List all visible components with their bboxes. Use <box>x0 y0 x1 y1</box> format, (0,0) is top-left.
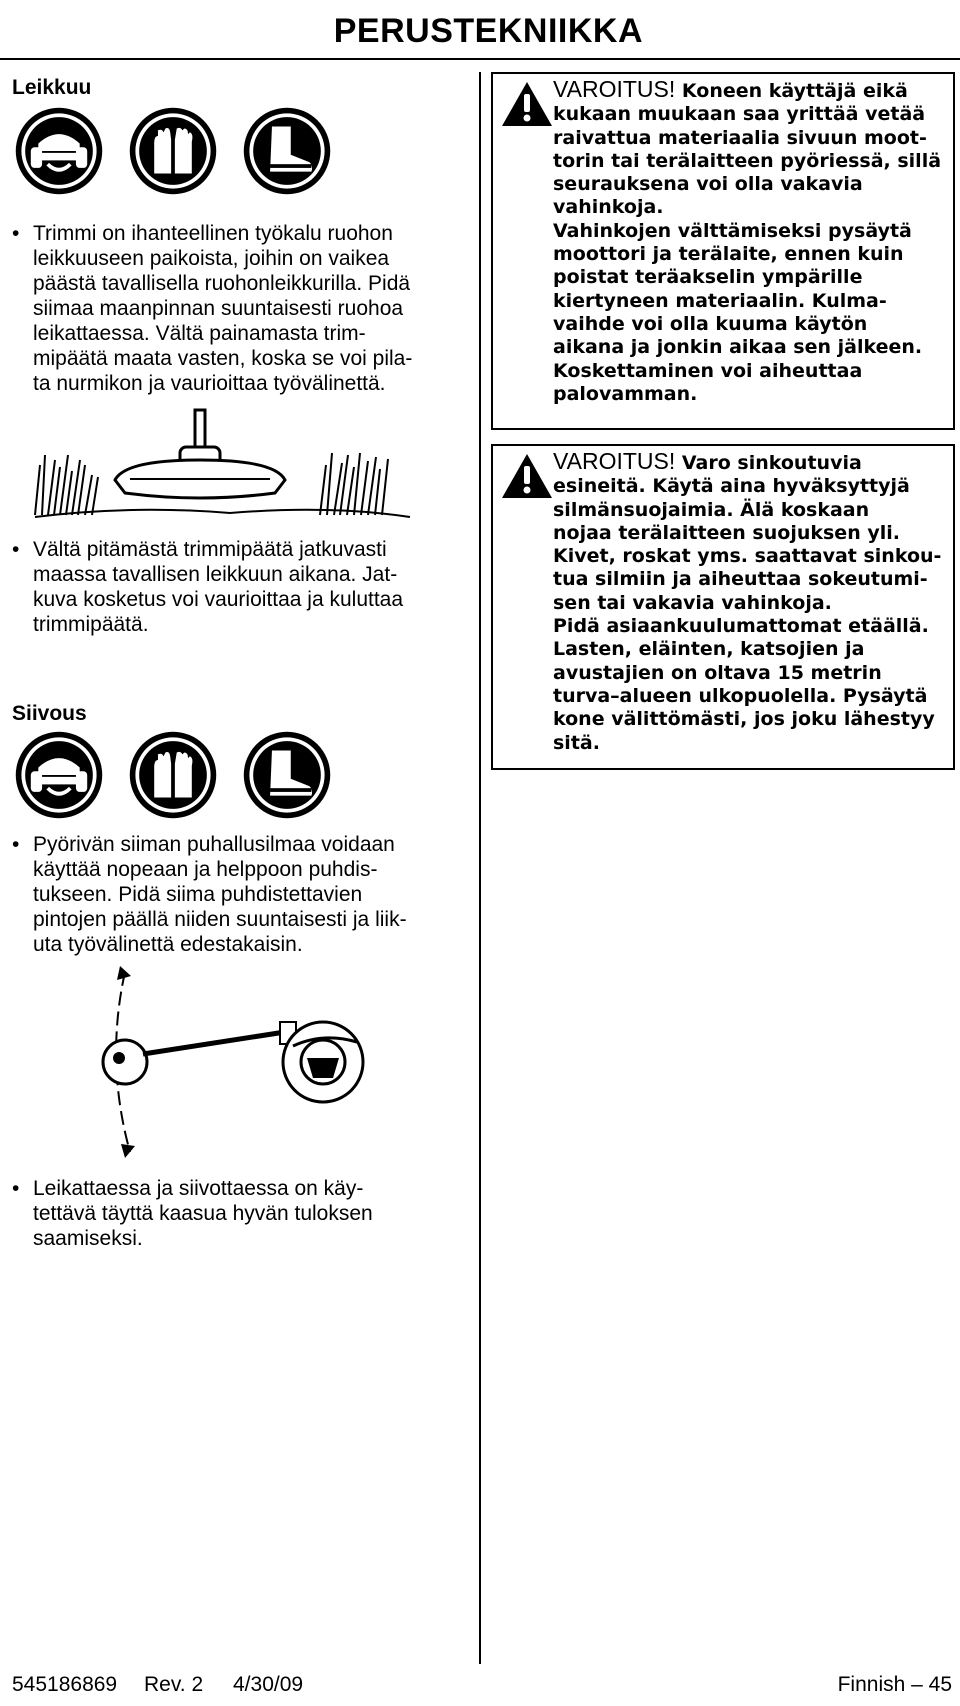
warning-label: VAROITUS! <box>553 76 676 102</box>
bullet-item <box>12 537 462 637</box>
column-divider <box>479 72 481 1664</box>
bullet-dot: • <box>12 833 20 856</box>
warning-body: Koneen käyttäjä eikä kukaan muukaan saa yrittää vetää raivattua materiaalia sivuun moot- torin tai terälaitteen pyöriessä, sillä seurauksena voi olla vakavia vahinkoja. Vahinkojen välttämiseksi pysäytä moottori ja terälaite, ennen kuin poistat teräakselin ympärille kiertyneen materiaalin. Kulma- vaihde voi olla kuuma käytön aikana ja jonkin aikaa sen jälkeen. Koskettaminen voi aiheuttaa palovamman. <box>553 80 942 405</box>
footer-date: 4/30/09 <box>233 1673 304 1696</box>
section-heading-leikkuu: Leikkuu <box>12 76 92 99</box>
bullet-text: Trimmi on ihanteellinen työkalu ruohon leikkuuseen paikoista, joihin on vaikea päästä tavallisella ruohonleikkurilla. Pidä siimaa maanpinnan suuntaisesti ruohoa leikattaessa. Vältä painamasta trim- mipäätä maata vasten, koska se voi pila- ta nurmikon ja vaurioittaa työvälinettä. <box>33 222 413 395</box>
warning-text <box>553 74 953 414</box>
operator-sweeping-illustration <box>95 962 385 1162</box>
bullet-text: Pyörivän siiman puhallusilmaa voidaan käyttää nopeaan ja helppoon puhdis- tukseen. Pidä siima puhdistettavien pintojen päällä niiden suuntaisesti ja liik- uta työvälinettä edestakaisin. <box>33 833 407 956</box>
warning-label: VAROITUS! <box>553 448 676 474</box>
page-title: PERUSTEKNIIKKA <box>333 12 643 50</box>
bullet-item <box>12 1176 462 1251</box>
ppe-icons-row-2 <box>12 728 334 822</box>
helmet-icon <box>12 728 106 822</box>
warning-text <box>553 446 953 763</box>
boots-icon <box>240 728 334 822</box>
warning-body: Varo sinkoutuvia esineitä. Käytä aina hyväksyttyjä silmänsuojaimia. Älä koskaan nojaa terälaitteen suojuksen yli. Kivet, roskat yms. saattavat sinkou- tua silmiin ja aiheuttaa sokeutumi- sen tai vakavia vahinkoja. Pidä asiaankuulumattomat etäällä. Lasten, eläinten, katsojien ja avustajien on oltava 15 metrin turva–alueen ulkopuolella. Pysäytä kone välittömästi, jos joku lähestyy sitä. <box>553 452 942 754</box>
bullet-dot: • <box>12 1177 20 1200</box>
trimmer-head-illustration <box>30 405 430 525</box>
bullet-dot: • <box>12 538 20 561</box>
helmet-icon <box>12 104 106 198</box>
warning-icon <box>500 452 554 500</box>
footer-page-number: Finnish – 45 <box>837 1673 952 1696</box>
bullet-item <box>12 832 462 957</box>
bullet-text: Vältä pitämästä trimmipäätä jatkuvasti maassa tavallisen leikkuun aikana. Jat- kuva kosketus voi vaurioittaa ja kuluttaa trimmipäätä. <box>33 538 404 636</box>
bullet-item <box>12 221 462 396</box>
warning-box <box>491 72 955 430</box>
warning-box <box>491 444 955 770</box>
title-rule <box>0 58 960 60</box>
boots-icon <box>240 104 334 198</box>
footer-doc-number: 545186869 <box>12 1673 118 1696</box>
bullet-dot: • <box>12 222 20 245</box>
gloves-icon <box>126 728 220 822</box>
bullet-text: Leikattaessa ja siivottaessa on käy- tettävä täyttä kaasua hyvän tuloksen saamiseksi. <box>33 1177 373 1250</box>
gloves-icon <box>126 104 220 198</box>
footer-revision: Rev. 2 <box>144 1673 204 1696</box>
ppe-icons-row-1 <box>12 104 334 198</box>
warning-icon <box>500 80 554 128</box>
section-heading-siivous: Siivous <box>12 702 87 725</box>
